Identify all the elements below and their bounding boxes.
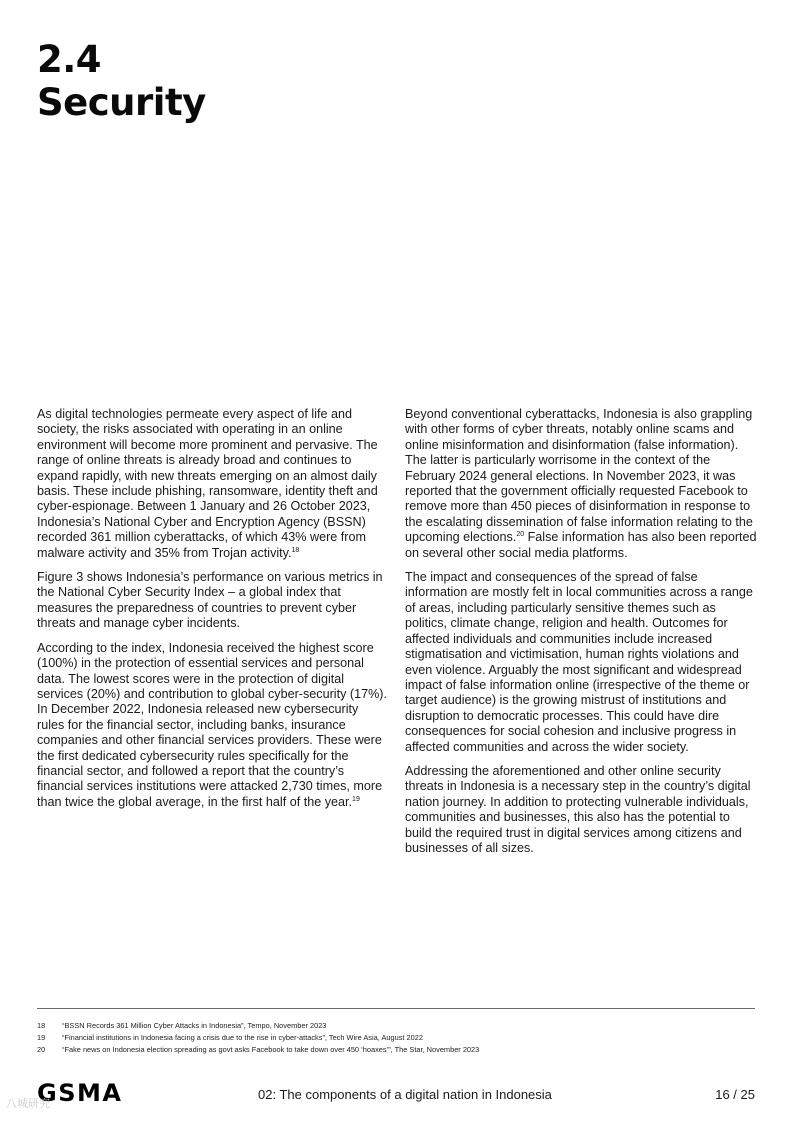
footnote-text: “Fake news on Indonesia election spreading as govt asks Facebook to take down over 450 ‘hoaxes’”, The Star, November 2023 bbox=[62, 1045, 480, 1054]
footnote-number: 20 bbox=[37, 1045, 46, 1054]
footnote-item bbox=[37, 1044, 755, 1056]
section-title: Security bbox=[37, 81, 206, 124]
paragraph bbox=[405, 407, 757, 561]
gsma-logo[interactable]: GSMA bbox=[37, 1079, 123, 1107]
page-number: 16 / 25 bbox=[715, 1087, 755, 1102]
left-column bbox=[37, 407, 389, 819]
paragraph-text: Beyond conventional cyberattacks, Indonesia is also grappling with other forms of cyber threats, notably online scams and online misinformation and disinformation (false information). The latter is particularly worrisome in the context of the February 2024 general elections. In November 2023, it was reported that the government officially requested Facebook to remove more than 450 pieces of disinformation in response to the escalating dissemination of false information relating to the upcoming elections. bbox=[405, 407, 753, 545]
right-column bbox=[405, 407, 757, 865]
page-heading bbox=[37, 38, 206, 124]
paragraph-text: As digital technologies permeate every aspect of life and society, the risks associated with operating in an online environment will become more prominent and pervasive. The range of online threats is already broad and continues to expand rapidly, with new threats emerging on an almost daily basis. These include phishing, ransomware, identity theft and cyber-espionage. Between 1 January and 26 October 2023, Indonesia’s National Cyber and Encryption Agency (BSSN) recorded 361 million cyberattacks, of which 43% were from malware activity and 35% from Trojan activity. bbox=[37, 407, 378, 560]
footnote-ref[interactable]: 18 bbox=[291, 546, 300, 554]
paragraph-text: According to the index, Indonesia received the highest score (100%) in the protection of essential services and personal data. The lowest scores were in the protection of digital services (20%) and contribution to global cyber-security (17%). In December 2022, Indonesia released new cybersecurity rules for the financial sector, including banks, insurance companies and other financial services providers. These were the first dedicated cybersecurity rules specifically for the financial sector, and followed a report that the country’s financial services institutions were attacked 2,730 times, more than twice the global average, in the first half of the year. bbox=[37, 640, 387, 809]
footnote-text: “BSSN Records 361 Million Cyber Attacks in Indonesia”, Tempo, November 2023 bbox=[62, 1021, 327, 1030]
page-footer bbox=[0, 1072, 793, 1112]
paragraph bbox=[37, 407, 389, 561]
paragraph: The impact and consequences of the spread of false information are mostly felt in local communities across a range of areas, including particularly sensitive themes such as politics, climate change, religion and health. Outcomes for affected individuals and communities include increased stigmatisation and victimisation, human rights violations and even violence. Arguably the most significant and widespread impact of false information online (irrespective of the theme or target audience) is the growing mistrust of institutions and disruption to democratic processes. This could have dire consequences for social cohesion and inclusive progress in affected communities and across the wider society. bbox=[405, 570, 753, 754]
paragraph: Figure 3 shows Indonesia’s performance on various metrics in the National Cyber Security Index – a global index that measures the preparedness of countries to prevent cyber threats and manage cyber incidents. bbox=[37, 570, 383, 631]
paragraph: Addressing the aforementioned and other online security threats in Indonesia is a necessary step in the country’s digital nation journey. In addition to protecting vulnerable individuals, communities and businesses, this also has the potential to build the required trust in digital services among citizens and businesses of all sizes. bbox=[405, 763, 751, 855]
footnote-number: 18 bbox=[37, 1021, 46, 1030]
footnote-number: 19 bbox=[37, 1033, 46, 1042]
footer-section-title: 02: The components of a digital nation in Indonesia bbox=[258, 1087, 552, 1102]
footnote-item bbox=[37, 1020, 755, 1032]
watermark: 八城研究 bbox=[6, 1098, 50, 1110]
section-number: 2.4 bbox=[37, 38, 102, 81]
footnotes bbox=[37, 1020, 755, 1056]
paragraph-text: False information has also been reported on several other social media platforms. bbox=[405, 530, 757, 560]
footnote-divider bbox=[37, 1008, 755, 1009]
paragraph bbox=[37, 641, 389, 810]
footnote-item bbox=[37, 1032, 755, 1044]
footnote-ref[interactable]: 20 bbox=[516, 531, 525, 539]
footnote-ref[interactable]: 19 bbox=[352, 795, 360, 803]
footnote-text: “Financial institutions in Indonesia facing a crisis due to the rise in cyber-attacks”, Tech Wire Asia, August 2022 bbox=[62, 1033, 423, 1042]
